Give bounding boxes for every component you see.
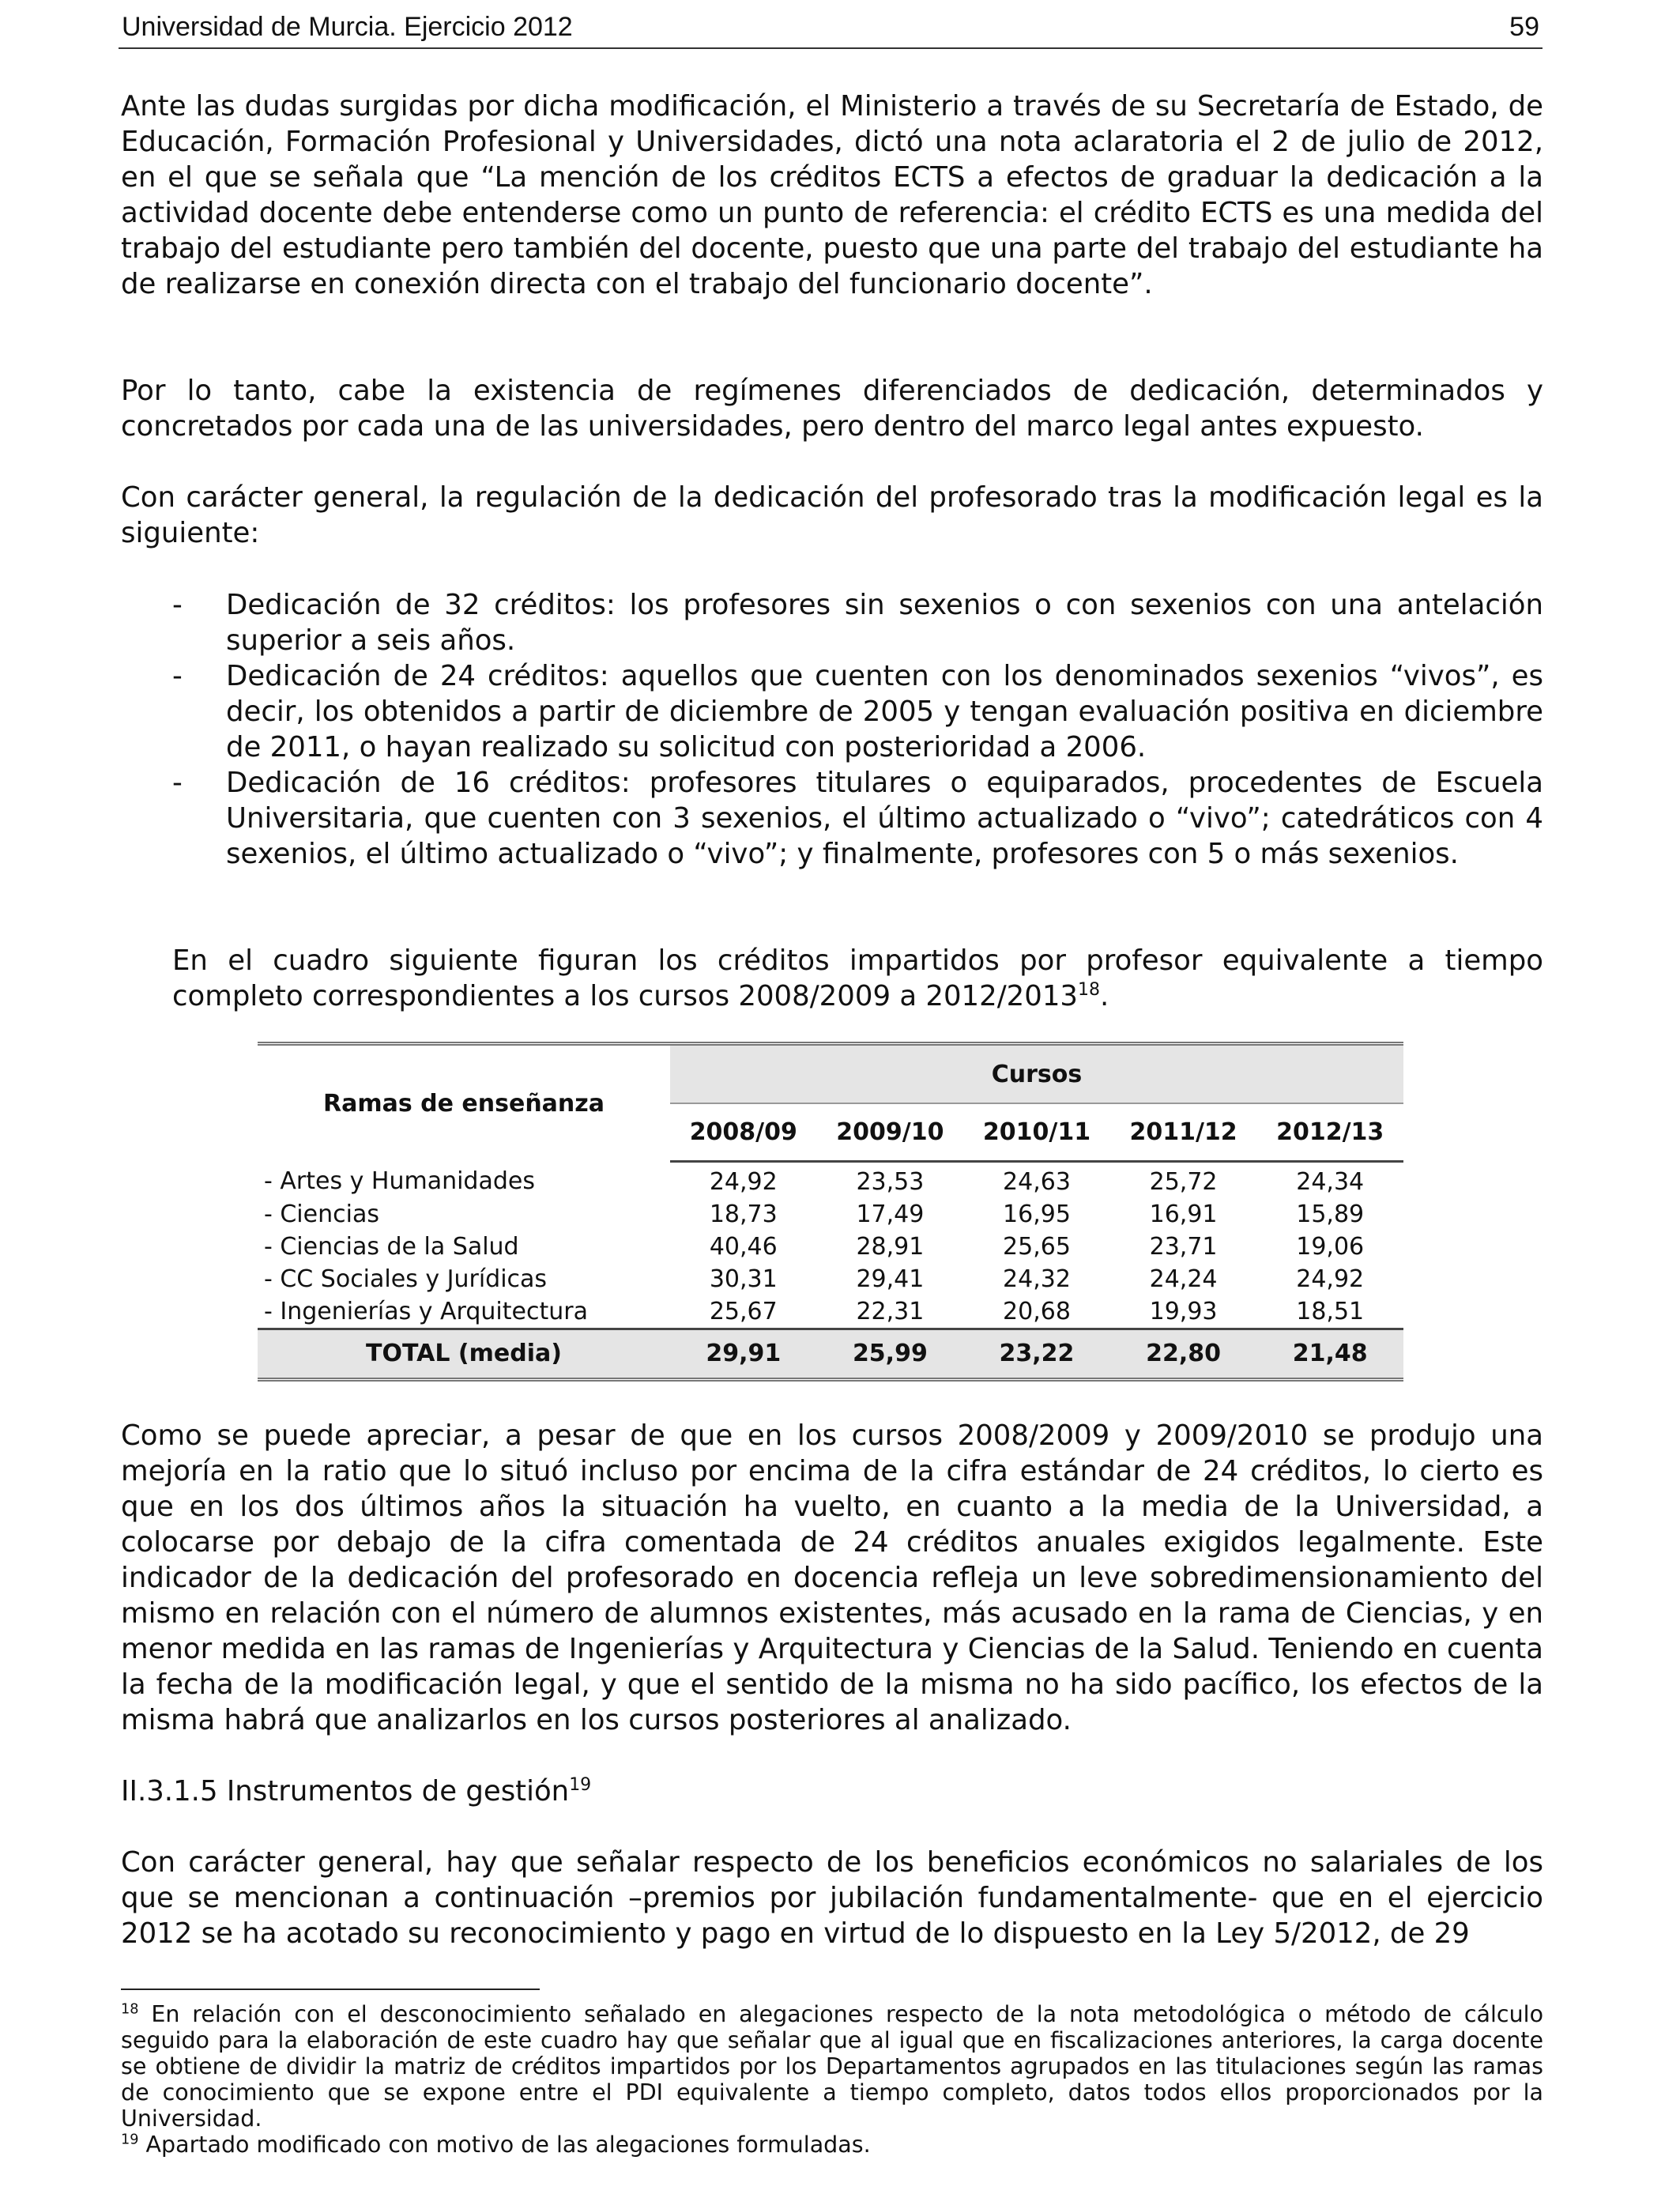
footnotes <box>121 2001 1543 2158</box>
value-cell: 25,72 <box>1149 1167 1218 1196</box>
value-cell: 40,46 <box>709 1232 778 1261</box>
header-year: 2010/11 <box>963 1103 1110 1161</box>
rama-cell: - Artes y Humanidades <box>264 1167 535 1195</box>
value-cell: 24,24 <box>1149 1265 1218 1293</box>
list-item-text: Dedicación de 32 créditos: los profesores sin sexenios o con sexenios con una antelación superior a seis años. <box>226 589 1543 657</box>
header-year: 2012/13 <box>1256 1103 1403 1161</box>
value-cell: 19,06 <box>1296 1232 1365 1261</box>
list-item <box>172 587 1543 658</box>
paragraph-cuadro-intro <box>172 943 1543 1014</box>
total-label: TOTAL (media) <box>258 1329 670 1379</box>
rama-cell: - Ciencias de la Salud <box>264 1232 519 1261</box>
dedicacion-list <box>172 587 1543 872</box>
paragraph-regimenes: Por lo tanto, cabe la existencia de regímenes diferenciados de dedicación, determinados y concretados por cada una de las universidades, pero dentro del marco legal antes expuesto. <box>121 375 1543 443</box>
header-year: 2008/09 <box>670 1103 817 1161</box>
value-cell: 22,31 <box>856 1297 925 1325</box>
value-cell: 25,65 <box>1003 1232 1071 1261</box>
table-row <box>258 1198 1403 1231</box>
list-item-text: Dedicación de 24 créditos: aquellos que cuenten con los denominados sexenios “vivos”, es decir, los obtenidos a partir de diciembre de 2005 y tengan evaluación positiva en diciembre de 2011, o hayan realizado su solicitud con posterioridad a 2006. <box>226 660 1543 763</box>
table-row <box>258 1295 1403 1329</box>
value-cell: 17,49 <box>856 1200 925 1228</box>
footnote-text: Apartado modificado con motivo de las alegaciones formuladas. <box>145 2132 871 2158</box>
value-cell: 23,71 <box>1149 1232 1218 1261</box>
footnote-ref-18[interactable]: 18 <box>1078 980 1101 1001</box>
header-cursos: Cursos <box>670 1046 1403 1103</box>
table-row <box>258 1263 1403 1295</box>
footnote-text: En relación con el desconocimiento señalado en alegaciones respecto de la nota metodológica o método de cálculo seguido para la elaboración de este cuadro hay que señalar que al igual que en fiscalizaciones anteriores, la carga docente se obtiene de dividir la matriz de créditos impartidos por los Departamentos agrupados en las titulaciones según las ramas de conocimiento que se expone entre el PDI equivalente a tiempo completo, datos todos ellos proporcionados por la Universidad. <box>121 2001 1544 2132</box>
footnote-ref-19[interactable]: 19 <box>569 1775 592 1796</box>
value-cell: 18,73 <box>709 1200 778 1228</box>
footnote-19 <box>121 2132 1543 2158</box>
rama-cell: - Ciencias <box>264 1200 379 1228</box>
value-cell: 16,91 <box>1149 1200 1218 1228</box>
value-cell: 24,63 <box>1003 1167 1071 1196</box>
list-bullet: - <box>172 767 183 799</box>
value-cell: 24,34 <box>1296 1167 1365 1196</box>
header-title: Universidad de Murcia. Ejercicio 2012 <box>122 12 573 42</box>
total-value: 25,99 <box>817 1329 964 1379</box>
list-item-text: Dedicación de 16 créditos: profesores titulares o equiparados, procedentes de Escuela Universitaria, que cuenten con 3 sexenios, el último actualizado o “vivo”; catedráticos con 4 sexenios, el último actualizado o “vivo”; y finalmente, profesores con 5 o más sexenios. <box>226 767 1543 870</box>
paragraph-beneficios: Con carácter general, hay que señalar respecto de los beneficios económicos no salariales de los que se mencionan a continuación –premios por jubilación fundamentalmente- que en el ejercicio 2012 se ha acotado su reconocimiento y pago en virtud de lo dispuesto en la Ley 5/2012, de 29 <box>121 1846 1543 1950</box>
value-cell: 30,31 <box>709 1265 778 1293</box>
value-cell: 19,93 <box>1149 1297 1218 1325</box>
paragraph-regulacion: Con carácter general, la regulación de la dedicación del profesorado tras la modificación legal es la siguiente: <box>121 481 1543 549</box>
footnote-separator <box>121 1989 540 1990</box>
footnote-number: 18 <box>121 2001 139 2018</box>
list-bullet: - <box>172 589 183 621</box>
paragraph-analisis: Como se puede apreciar, a pesar de que en los cursos 2008/2009 y 2009/2010 se produjo una mejoría en la ratio que lo situó incluso por encima de la cifra estándar de 24 créditos, lo cierto es que en los dos últimos años la situación ha vuelto, en cuanto a la media de la Universidad, a colocarse por debajo de la cifra comentada de 24 créditos anuales exigidos legalmente. Este indicador de la dedicación del profesorado en docencia refleja un leve sobredimensionamiento del mismo en relación con el número de alumnos existentes, más acusado en la rama de Ciencias, y en menor medida en las ramas de Ingenierías y Arquitectura y Ciencias de la Salud. Teniendo en cuenta la fecha de la modificación legal, y que el sentido de la misma no ha sido pacífico, los efectos de la misma habrá que analizarlos en los cursos posteriores al analizado. <box>121 1419 1543 1736</box>
cuadro-intro-end: . <box>1100 980 1109 1012</box>
value-cell: 28,91 <box>856 1232 925 1261</box>
header-year: 2009/10 <box>817 1103 964 1161</box>
list-item <box>172 658 1543 765</box>
value-cell: 25,67 <box>709 1297 778 1325</box>
paragraph-nota-aclaratoria: Ante las dudas surgidas por dicha modificación, el Ministerio a través de su Secretaría de Estado, de Educación, Formación Profesional y Universidades, dictó una nota aclaratoria el 2 de julio de 2012, en el que se señala que “La mención de los créditos ECTS a efectos de graduar la dedicación a la actividad docente debe entenderse como un punto de referencia: el crédito ECTS es una medida del trabajo del estudiante pero también del docente, puesto que una parte del trabajo del estudiante ha de realizarse en conexión directa con el trabajo del funcionario docente”. <box>121 90 1543 300</box>
table-row <box>258 1161 1403 1198</box>
total-value: 23,22 <box>963 1329 1110 1379</box>
value-cell: 18,51 <box>1296 1297 1365 1325</box>
value-cell: 20,68 <box>1003 1297 1071 1325</box>
footnote-number: 19 <box>121 2132 139 2148</box>
table-row <box>258 1231 1403 1263</box>
cuadro-intro-text: En el cuadro siguiente figuran los créditos impartidos por profesor equivalente a tiempo completo correspondientes a los cursos 2008/2009 a 2012/2013 <box>172 944 1543 1012</box>
total-value: 22,80 <box>1110 1329 1257 1379</box>
total-value: 21,48 <box>1256 1329 1403 1379</box>
section-heading <box>121 1774 1543 1809</box>
running-header <box>119 6 1543 49</box>
creditos-table-container <box>258 1042 1403 1382</box>
list-item <box>172 765 1543 872</box>
value-cell: 23,53 <box>856 1167 925 1196</box>
value-cell: 24,92 <box>1296 1265 1365 1293</box>
rama-cell: - CC Sociales y Jurídicas <box>264 1265 548 1293</box>
total-row <box>258 1329 1403 1379</box>
value-cell: 15,89 <box>1296 1200 1365 1228</box>
value-cell: 29,41 <box>856 1265 925 1293</box>
page-number: 59 <box>1509 12 1539 42</box>
list-bullet: - <box>172 660 183 692</box>
header-year: 2011/12 <box>1110 1103 1257 1161</box>
rama-cell: - Ingenierías y Arquitectura <box>264 1297 588 1325</box>
value-cell: 16,95 <box>1003 1200 1071 1228</box>
header-ramas: Ramas de enseñanza <box>258 1046 670 1161</box>
total-value: 29,91 <box>670 1329 817 1379</box>
value-cell: 24,32 <box>1003 1265 1071 1293</box>
footnote-18 <box>121 2001 1543 2132</box>
section-heading-text: II.3.1.5 Instrumentos de gestión <box>121 1775 570 1808</box>
value-cell: 24,92 <box>709 1167 778 1196</box>
creditos-table <box>258 1042 1403 1382</box>
